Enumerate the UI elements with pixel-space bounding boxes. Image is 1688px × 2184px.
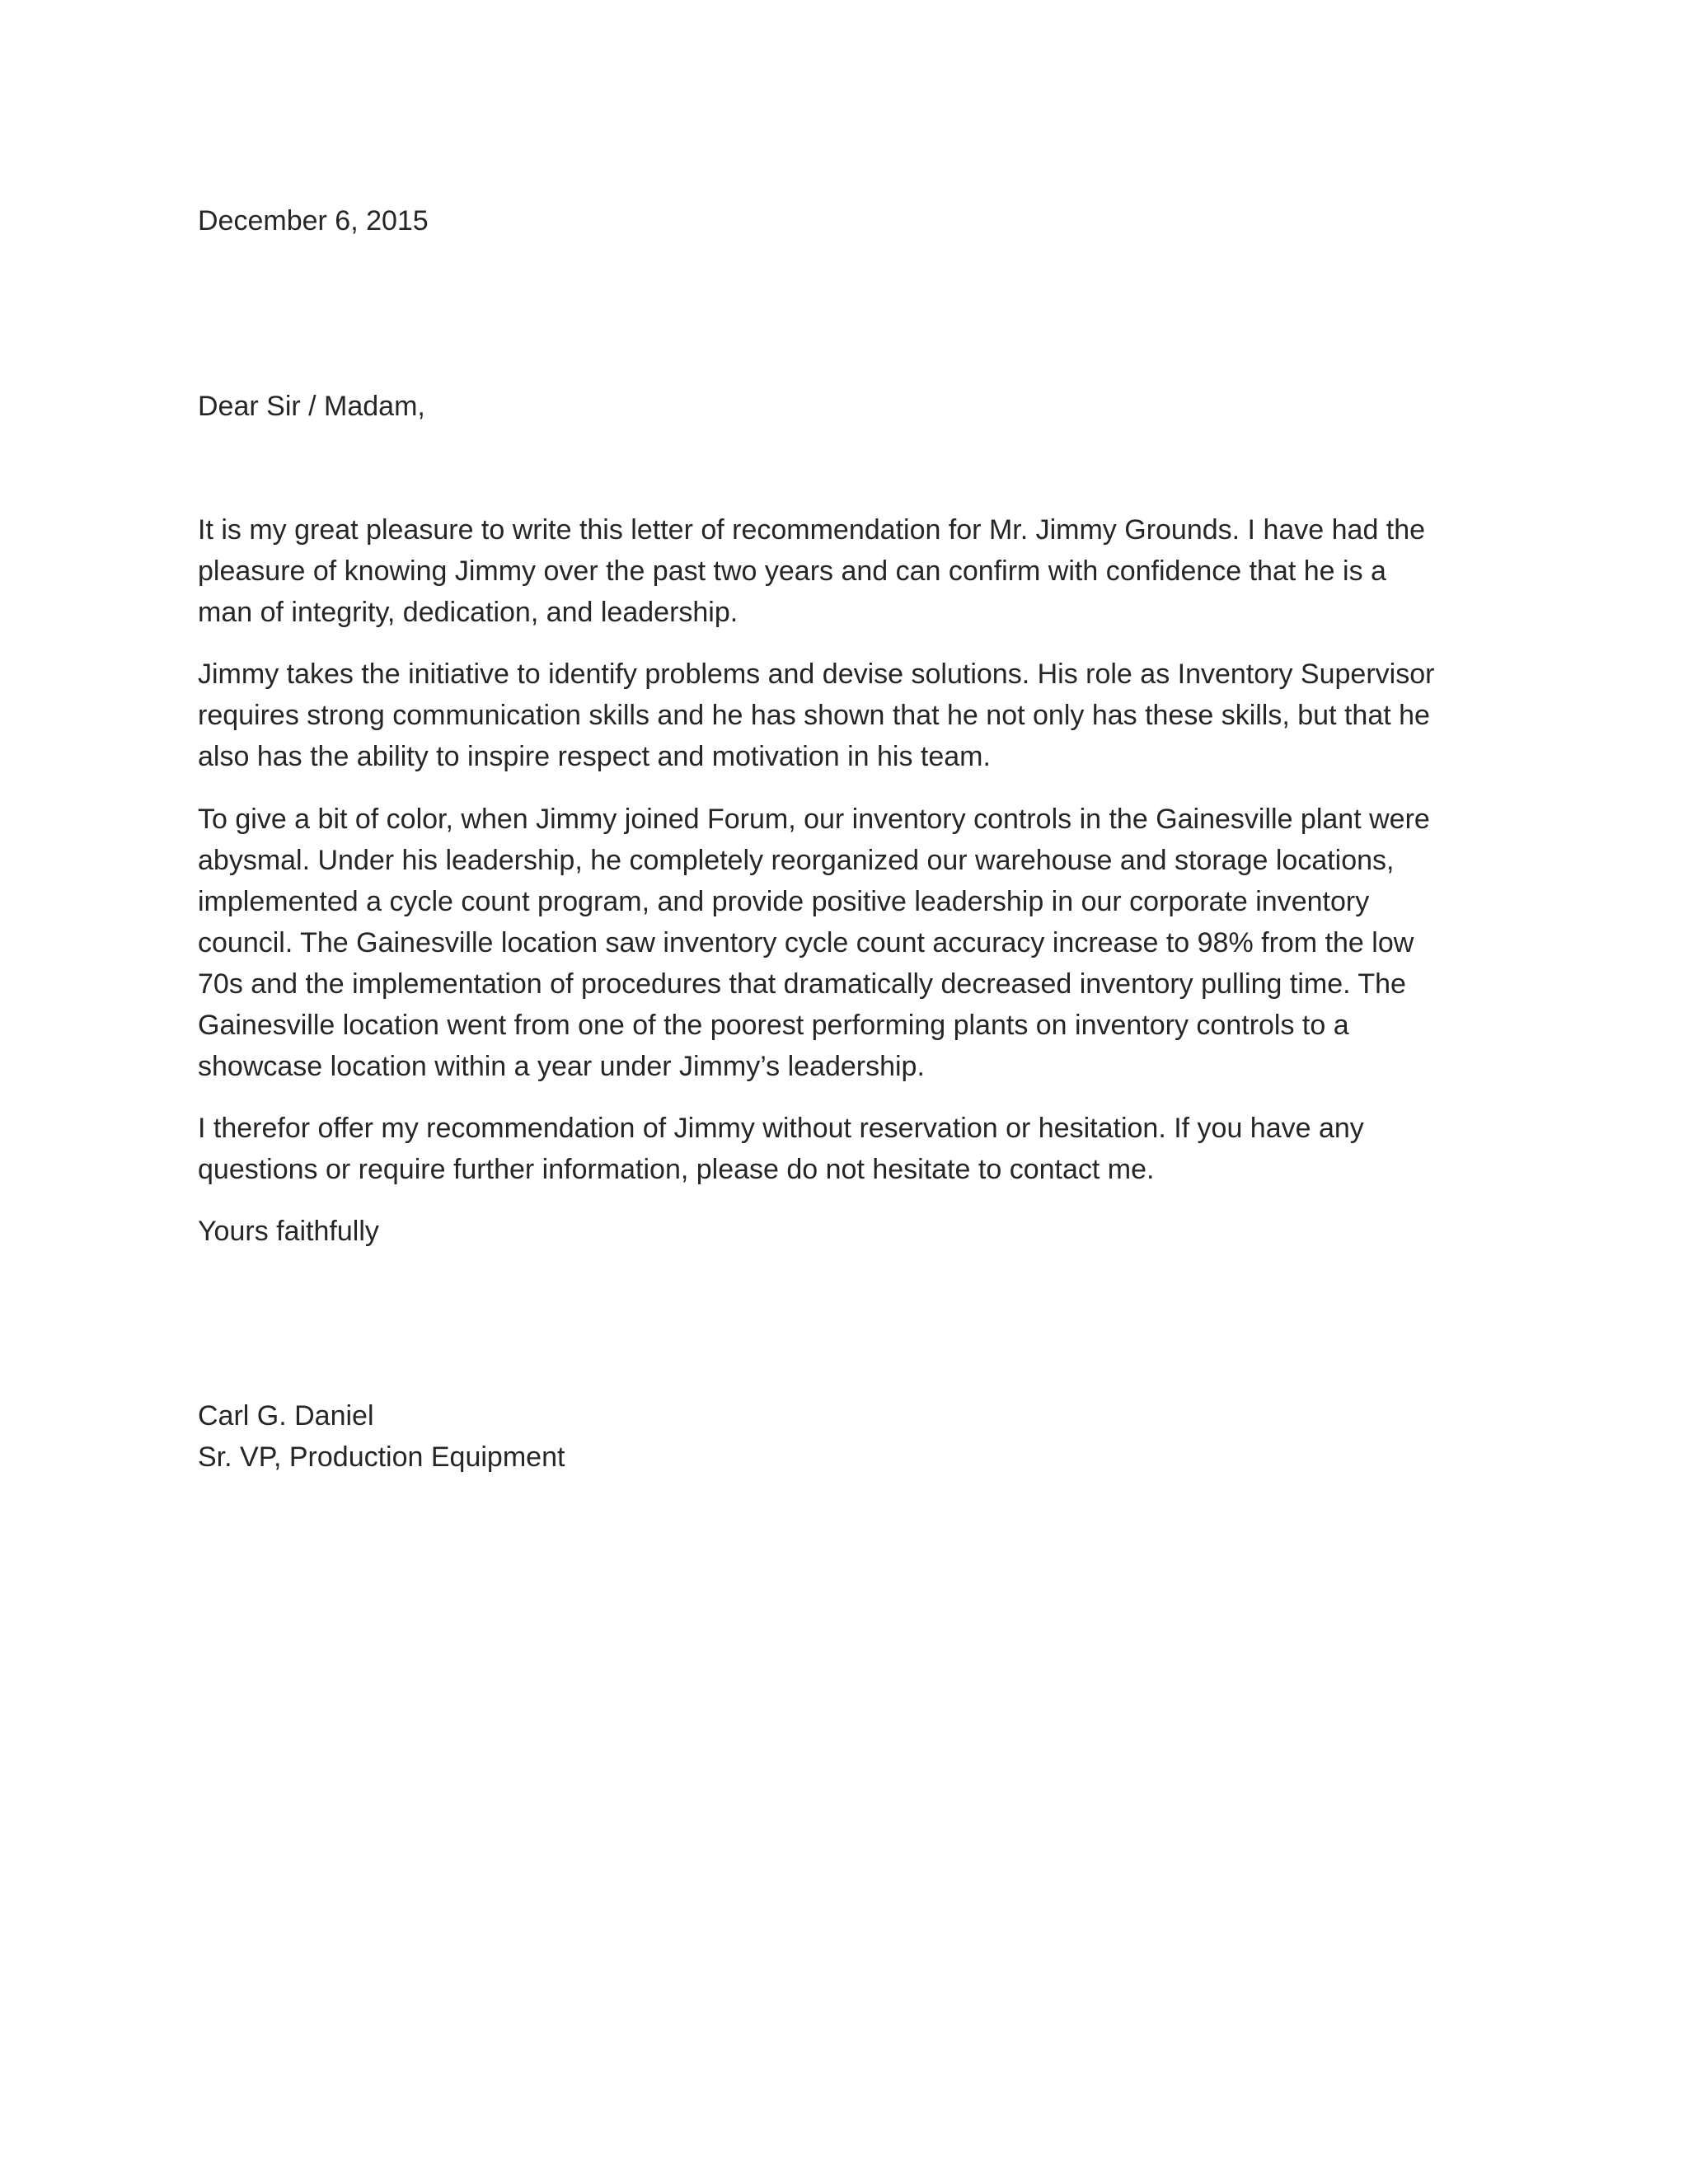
paragraph-4 bbox=[198, 1108, 1500, 1190]
paragraph-line: requires strong communication skills and he has shown that he not only has these skills, but that he bbox=[198, 700, 1430, 731]
paragraph-line: To give a bit of color, when Jimmy joined Forum, our inventory controls in the Gainesville plant were bbox=[198, 804, 1430, 835]
paragraph-1 bbox=[198, 509, 1500, 633]
paragraph-line: questions or require further information, please do not hesitate to contact me. bbox=[198, 1154, 1155, 1185]
paragraph-line: Gainesville location went from one of the poorest performing plants on inventory controls to a bbox=[198, 1010, 1349, 1041]
paragraph-line: council. The Gainesville location saw inventory cycle count accuracy increase to 98% from the low bbox=[198, 927, 1414, 958]
paragraph-line: I therefor offer my recommendation of Jimmy without reservation or hesitation. If you have any bbox=[198, 1113, 1364, 1144]
paragraph-3 bbox=[198, 799, 1500, 1087]
paragraph-line: man of integrity, dedication, and leadership. bbox=[198, 597, 738, 628]
paragraph-line: Jimmy takes the initiative to identify problems and devise solutions. His role as Inventory Supervisor bbox=[198, 658, 1435, 690]
paragraph-line: implemented a cycle count program, and provide positive leadership in our corporate inventory bbox=[198, 886, 1370, 917]
paragraph-line: showcase location within a year under Jimmy’s leadership. bbox=[198, 1051, 925, 1082]
signer-name: Carl G. Daniel bbox=[198, 1400, 374, 1432]
paragraph-line: It is my great pleasure to write this letter of recommendation for Mr. Jimmy Grounds. I have had the bbox=[198, 514, 1426, 546]
signature-block bbox=[198, 1395, 1500, 1478]
paragraph-line: pleasure of knowing Jimmy over the past two years and can confirm with confidence that he is a bbox=[198, 555, 1386, 587]
paragraph-line: also has the ability to inspire respect and motivation in his team. bbox=[198, 741, 991, 772]
salutation: Dear Sir / Madam, bbox=[198, 391, 425, 422]
paragraph-line: abysmal. Under his leadership, he completely reorganized our warehouse and storage locations, bbox=[198, 845, 1395, 876]
paragraph-2 bbox=[198, 654, 1500, 777]
letter-date: December 6, 2015 bbox=[198, 205, 429, 237]
paragraph-line: 70s and the implementation of procedures that dramatically decreased inventory pulling time. The bbox=[198, 968, 1406, 1000]
closing: Yours faithfully bbox=[198, 1216, 379, 1247]
signer-title: Sr. VP, Production Equipment bbox=[198, 1441, 565, 1473]
